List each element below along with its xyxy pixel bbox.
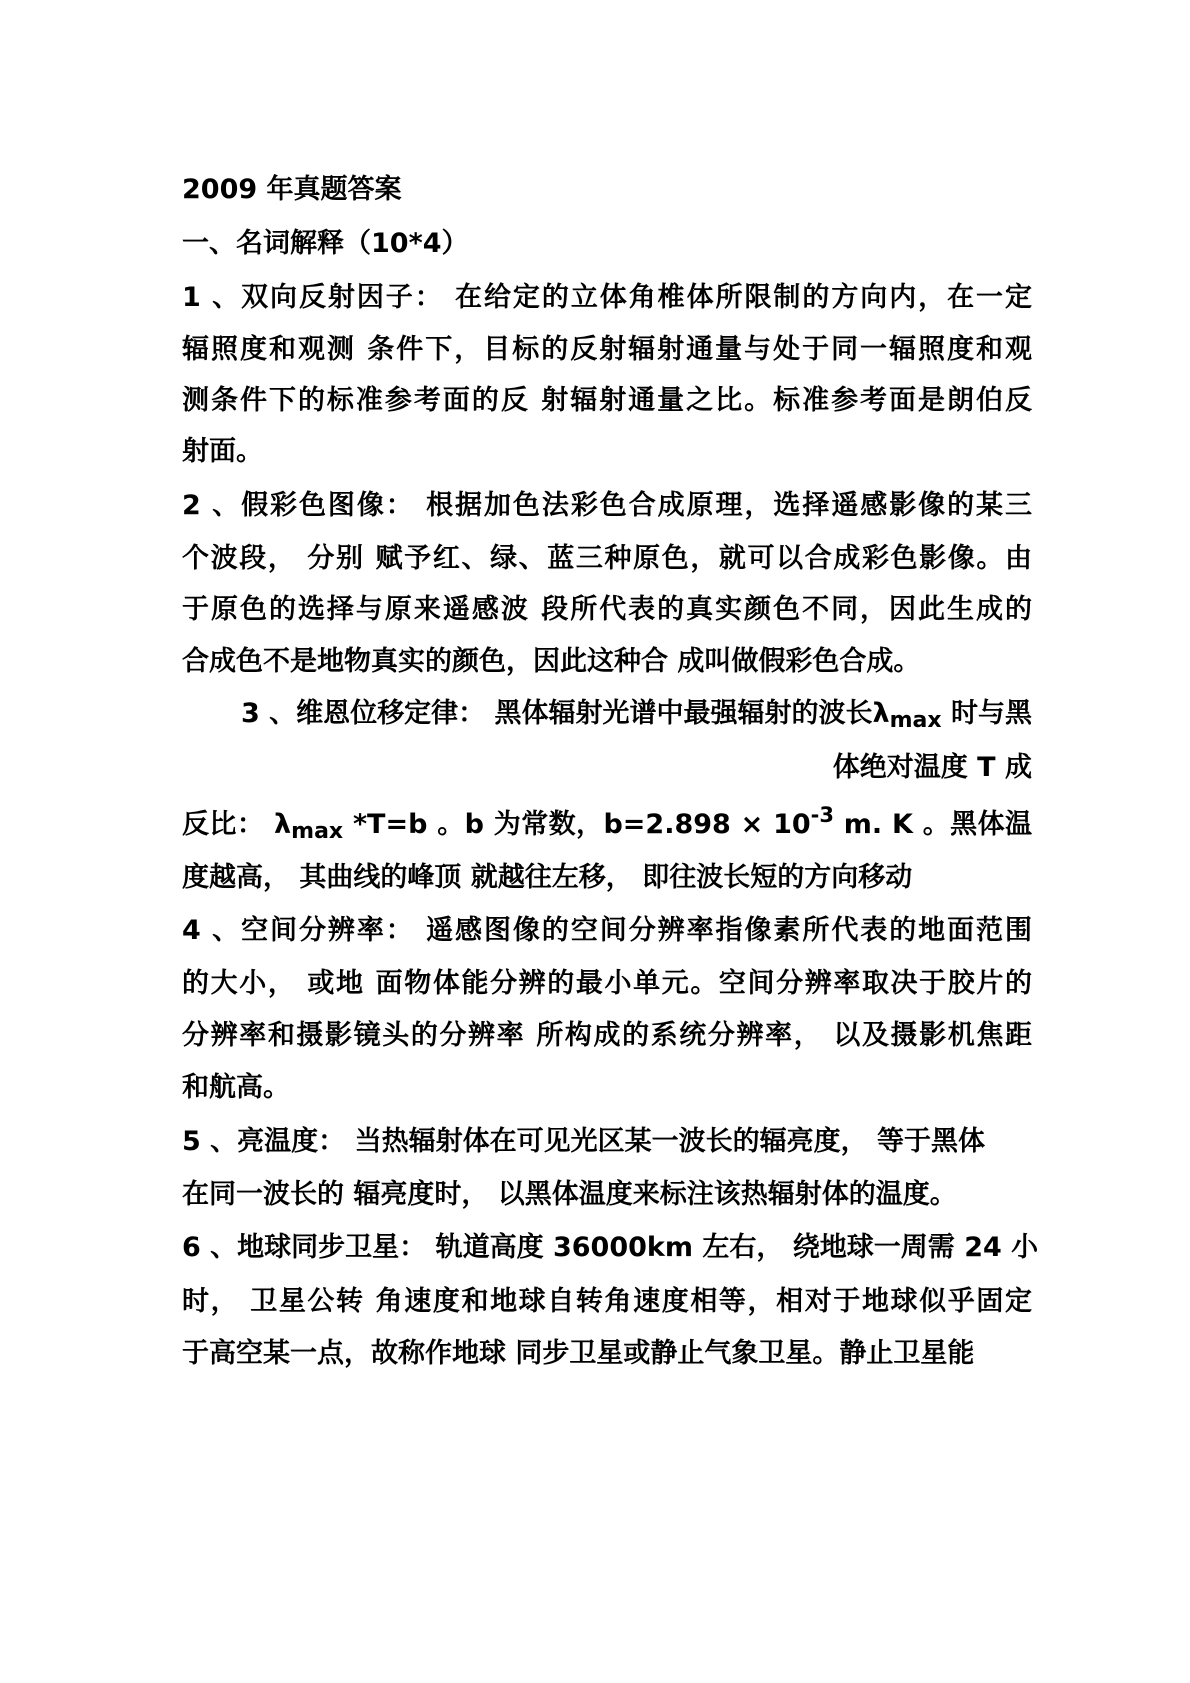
item-3-line-1 — [182, 694, 1032, 734]
item-3-line-3-text: 反比： λ — [182, 809, 292, 840]
item-6-line-2: 时， 卫星公转 角速度和地球自转角速度相等，相对于地球似乎固定 — [182, 1286, 1032, 1317]
item-3-line-3-mid: *T=b 。b 为常数，b=2.898 × 10 — [343, 809, 811, 840]
item-4-line-4: 和航高。 — [182, 1072, 290, 1103]
lambda-max-subscript-2: max — [291, 819, 344, 844]
item-3-line-1-tail: 时与黑 — [941, 698, 1032, 729]
section-heading: 一、名词解释（10*4） — [182, 228, 469, 259]
item-1-line-4: 射面。 — [182, 436, 263, 467]
item-6-line-1: 6 、地球同步卫星： 轨道高度 36000km 左右， 绕地球一周需 24 小 — [182, 1232, 1039, 1263]
item-2-line-1: 2 、假彩色图像： 根据加色法彩色合成原理，选择遥感影像的某三 — [182, 490, 1032, 521]
item-2-line-2: 个波段， 分别 赋予红、绿、蓝三种原色，就可以合成彩色影像。由 — [182, 543, 1032, 574]
item-5-line-1: 5 、亮温度： 当热辐射体在可见光区某一波长的辐亮度， 等于黑体 — [182, 1126, 985, 1157]
item-4-line-3: 分辨率和摄影镜头的分辨率 所构成的系统分辨率， 以及摄影机焦距 — [182, 1020, 1032, 1051]
item-5-line-2: 在同一波长的 辐亮度时， 以黑体温度来标注该热辐射体的温度。 — [182, 1179, 957, 1210]
item-3-line-2: 体绝对温度 T 成 — [832, 752, 1032, 783]
item-1-line-1: 1 、双向反射因子： 在给定的立体角椎体所限制的方向内，在一定 — [182, 282, 1032, 313]
lambda-max-subscript: max — [889, 708, 942, 733]
item-3-line-4: 度越高， 其曲线的峰顶 就越往左移， 即往波长短的方向移动 — [182, 862, 913, 893]
page-title: 2009 年真题答案 — [182, 174, 402, 205]
exponent-superscript: -3 — [810, 803, 834, 827]
item-4-line-1: 4 、空间分辨率： 遥感图像的空间分辨率指像素所代表的地面范围 — [182, 915, 1032, 946]
item-3-line-3 — [182, 805, 1032, 845]
item-2-line-3: 于原色的选择与原来遥感波 段所代表的真实颜色不同，因此生成的 — [182, 594, 1032, 625]
item-1-line-3: 测条件下的标准参考面的反 射辐射通量之比。标准参考面是朗伯反 — [182, 385, 1032, 416]
item-4-line-2: 的大小， 或地 面物体能分辨的最小单元。空间分辨率取决于胶片的 — [182, 968, 1032, 999]
item-1-line-2: 辐照度和观测 条件下，目标的反射辐射通量与处于同一辐照度和观 — [182, 334, 1032, 365]
item-3-line-3-tail: m. K 。黑体温 — [833, 809, 1032, 840]
item-3-line-1-text: 3 、维恩位移定律： 黑体辐射光谱中最强辐射的波长λ — [240, 698, 890, 729]
item-2-line-4: 合成色不是地物真实的颜色，因此这种合 成叫做假彩色合成。 — [182, 646, 921, 677]
item-6-line-3: 于高空某一点，故称作地球 同步卫星或静止气象卫星。静止卫星能 — [182, 1338, 975, 1369]
